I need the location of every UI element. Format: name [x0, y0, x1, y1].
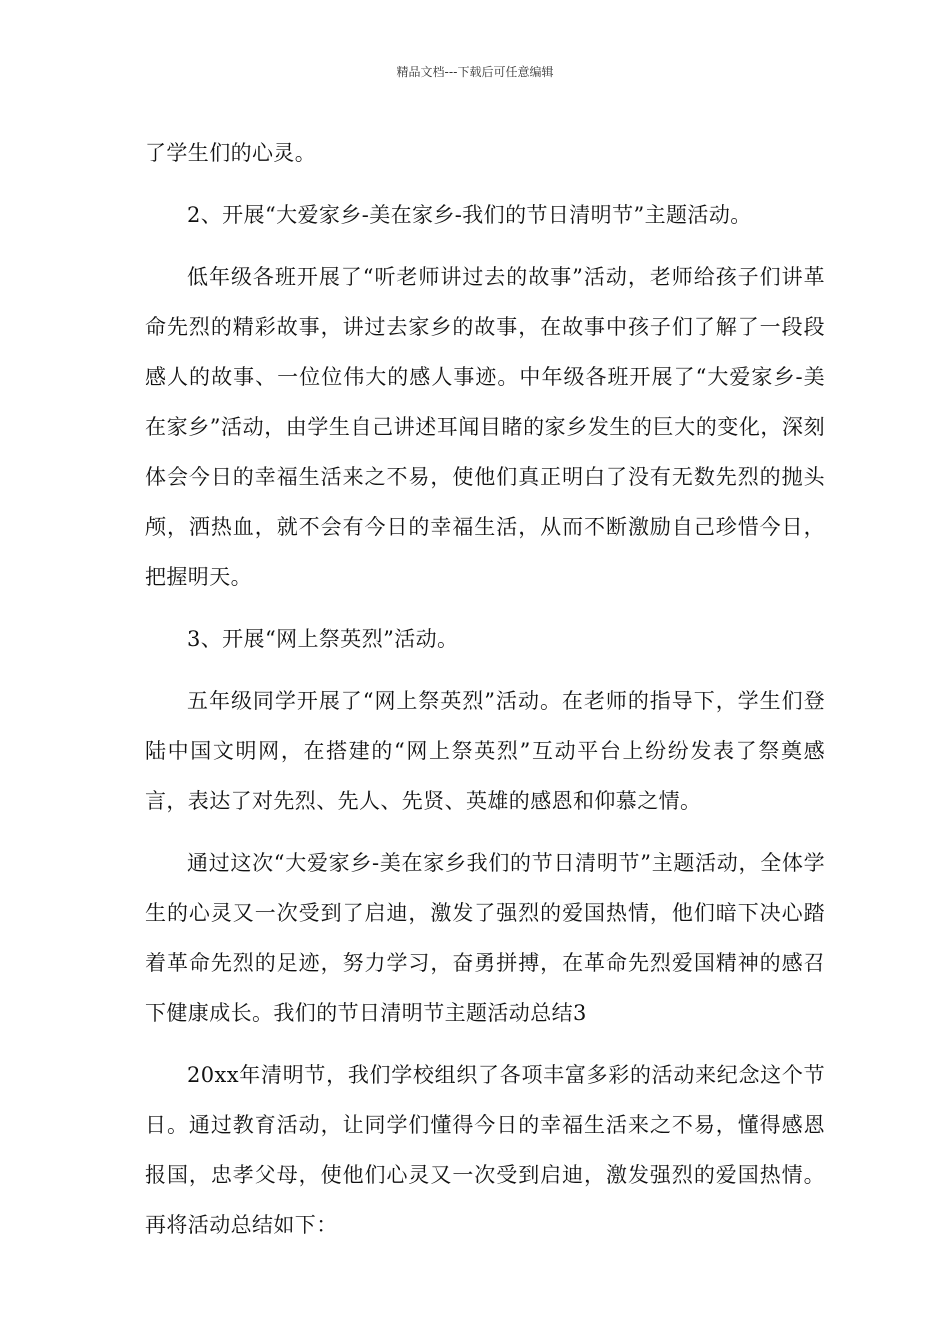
paragraph-grade-activities: 低年级各班开展了“听老师讲过去的故事”活动，老师给孩子们讲革命先烈的精彩故事，讲过去家乡的故事，在故事中孩子们了解了一段段感人的故事、一位位伟大的感人事迹。中年级各班开展了“大爱家乡-美在家乡”活动，由学生自己讲述耳闻目睹的家乡发生的巨大的变化，深刻体会今日的幸福生活来之不易，使他们真正明白了没有无数先烈的抛头颅，洒热血，就不会有今日的幸福生活，从而不断激励自己珍惜今日，把握明天。 [145, 265, 825, 589]
paragraph-summary: 通过这次“大爱家乡-美在家乡我们的节日清明节”主题活动，全体学生的心灵又一次受到了启迪，激发了强烈的爱国热情，他们暗下决心踏着革命先烈的足迹，努力学习，奋勇拼搏，在革命先烈爱国精神的感召下健康成长。我们的节日清明节主题活动总结3 [145, 851, 825, 1025]
paragraph-continuation: 了学生们的心灵。 [145, 141, 317, 165]
paragraph-section-3-heading: 3、开展“网上祭英烈”活动。 [187, 627, 459, 651]
paragraph-qingming-intro: 20xx年清明节，我们学校组织了各项丰富多彩的活动来纪念这个节日。通过教育活动，让同学们懂得今日的幸福生活来之不易，懂得感恩报国，忠孝父母，使他们心灵又一次受到启迪，激发强烈的爱国热情。再将活动总结如下： [145, 1063, 825, 1237]
paragraph-section-2-heading: 2、开展“大爱家乡-美在家乡-我们的节日清明节”主题活动。 [187, 203, 752, 227]
paragraph-online-tribute: 五年级同学开展了“网上祭英烈”活动。在老师的指导下，学生们登陆中国文明网，在搭建的“网上祭英烈”互动平台上纷纷发表了祭奠感言，表达了对先烈、先人、先贤、英雄的感恩和仰慕之情。 [145, 689, 825, 813]
page-header: 精品文档---下载后可任意编辑 [396, 65, 554, 79]
document-body [145, 128, 825, 1262]
